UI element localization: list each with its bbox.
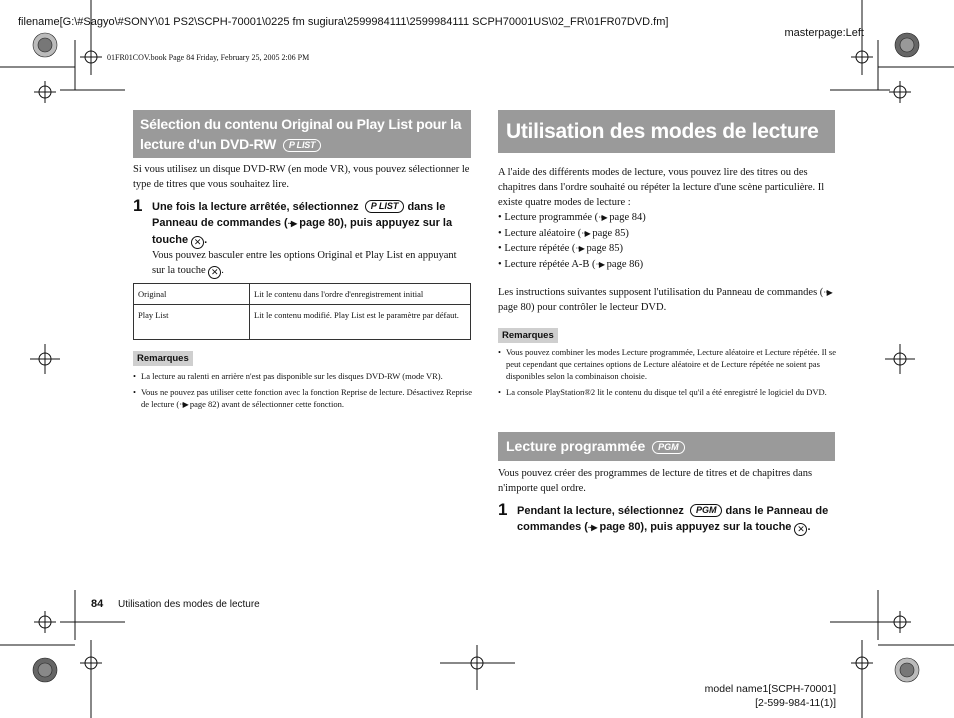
plist-badge-icon: P LIST [283, 139, 321, 152]
cross-button-icon: ✕ [208, 266, 221, 279]
plist-badge-icon: P LIST [365, 200, 405, 213]
list-item: • Lecture programmée (··▶ page 84) [498, 210, 835, 226]
page-ref-arrow-icon: ··▶ [581, 228, 590, 238]
page-ref-arrow-icon: ··▶ [179, 400, 188, 409]
right-section-heading: Utilisation des modes de lecture [498, 110, 835, 153]
page-ref-arrow-icon: ··▶ [595, 259, 605, 269]
table-cell-desc: Lit le contenu modifié. Play List est le paramètre par défaut. [250, 305, 471, 340]
right-sub-intro: Vous pouvez créer des programmes de lecture de titres et de chapitres dans n'importe quel ordre. [498, 468, 813, 494]
list-item: • Lecture répétée A-B (··▶ page 86) [498, 257, 835, 273]
page-ref-arrow-icon: ··▶ [575, 244, 584, 253]
right-instructions: Les instructions suivantes supposent l'utilisation du Panneau de commandes (··▶ page 80) pour contrôler le lecteur DVD. [498, 287, 832, 313]
model-info: model name1[SCPH-70001] [2-599-984-11(1)] [704, 683, 836, 709]
filename-line: filename[G:\#Sagyo\#SONY\01 PS2\SCPH-70001\0225 fm sugiura\2599984111\2599984111 SCPH70001US\02_FR\01FR07DVD.fm] [18, 16, 669, 28]
left-section-heading [133, 110, 471, 158]
right-sub-heading [498, 432, 835, 461]
list-item: • Lecture aléatoire (··▶ page 85) [498, 226, 835, 242]
page-ref-arrow-icon: ··▶ [287, 219, 297, 228]
page-ref-arrow-icon: ··▶ [823, 288, 832, 297]
table-row [134, 305, 471, 340]
right-step-number: 1 [498, 500, 508, 519]
pgm-badge-icon: PGM [690, 504, 723, 517]
left-step-text: Une fois la lecture arrêtée, sélectionnez P LIST dans le Panneau de commandes (··▶ page 80), puis appuyez sur la touche ✕ . [152, 201, 453, 247]
left-step-part-a: Une fois la lecture arrêtée, sélectionnez [152, 201, 359, 213]
left-remarks-list [133, 370, 479, 415]
table-cell-desc: Lit le contenu dans l'ordre d'enregistrement initial [250, 284, 471, 305]
left-step-part-b: dans le Panneau de commandes ( [152, 201, 446, 229]
modes-list [498, 210, 835, 272]
list-item: • Vous pouvez combiner les modes Lecture programmée, Lecture aléatoire et Lecture répétée. Il se peut cependant que certaines options de Lecture aléatoire et de Lecture répétée ne soient pas disponibles selon la combinaison choisie. [506, 346, 843, 382]
right-remarks-list [498, 346, 843, 402]
right-step-text: Pendant la lecture, sélectionnez PGM dans le Panneau de commandes (··▶ page 80), puis appuyez sur la touche ✕ . [517, 505, 829, 534]
left-heading-text: Sélection du contenu Original ou Play List pour la lecture d'un DVD-RW [140, 116, 462, 152]
right-intro: A l'aide des différents modes de lecture, vous pouvez lire des titres ou des chapitres dans l'ordre souhaité ou répéter la lecture d'une scène particulière. Il existe quatre modes de lecture : [498, 167, 825, 208]
left-step-sub-text: Vous pouvez basculer entre les options Original et Play List en appuyant sur la touche [152, 250, 457, 276]
right-remarks-label: Remarques [498, 328, 558, 343]
book-info-line: 01FR01COV.book Page 84 Friday, February 25, 2005 2:06 PM [107, 53, 310, 62]
left-step-sub: Vous pouvez basculer entre les options Original et Play List en appuyant sur la touche ✕ . [152, 250, 457, 277]
page-ref-arrow-icon: ··▶ [598, 213, 607, 222]
left-remarks-label: Remarques [133, 351, 193, 366]
table-cell-option: Play List [134, 305, 250, 340]
page-ref-arrow-icon: ··▶ [587, 523, 597, 532]
list-item: • Vous ne pouvez pas utiliser cette fonction avec la fonction Reprise de lecture. Désactivez Reprise de lecture (··▶ page 82) avant de sélectionner cette fonction. [141, 386, 479, 411]
masterpage-label: masterpage:Left [784, 27, 864, 39]
left-intro: Si vous utilisez un disque DVD-RW (en mode VR), vous pouvez sélectionner le type de titres que vous souhaitez lire. [133, 164, 470, 190]
list-item: • Lecture répétée (··▶ page 85) [498, 241, 835, 257]
options-table [133, 283, 471, 340]
page-number: 84 [91, 598, 104, 610]
list-item: • La console PlayStation®2 lit le contenu du disque tel qu'il a été enregistré le logiciel du DVD. [506, 386, 843, 398]
cross-button-icon: ✕ [191, 236, 204, 249]
table-cell-option: Original [134, 284, 250, 305]
list-item: • La lecture au ralenti en arrière n'est pas disponible sur les disques DVD-RW (mode VR). [141, 370, 479, 382]
pgm-badge-icon: PGM [652, 441, 685, 454]
sub-heading-text: Lecture programmée [506, 438, 646, 454]
left-step-number: 1 [133, 196, 143, 215]
cross-button-icon: ✕ [794, 523, 807, 536]
left-step-part-c: page 80), puis appuyez sur la touche [152, 217, 453, 246]
table-row [134, 284, 471, 305]
footer-section-title: Utilisation des modes de lecture [118, 599, 260, 610]
